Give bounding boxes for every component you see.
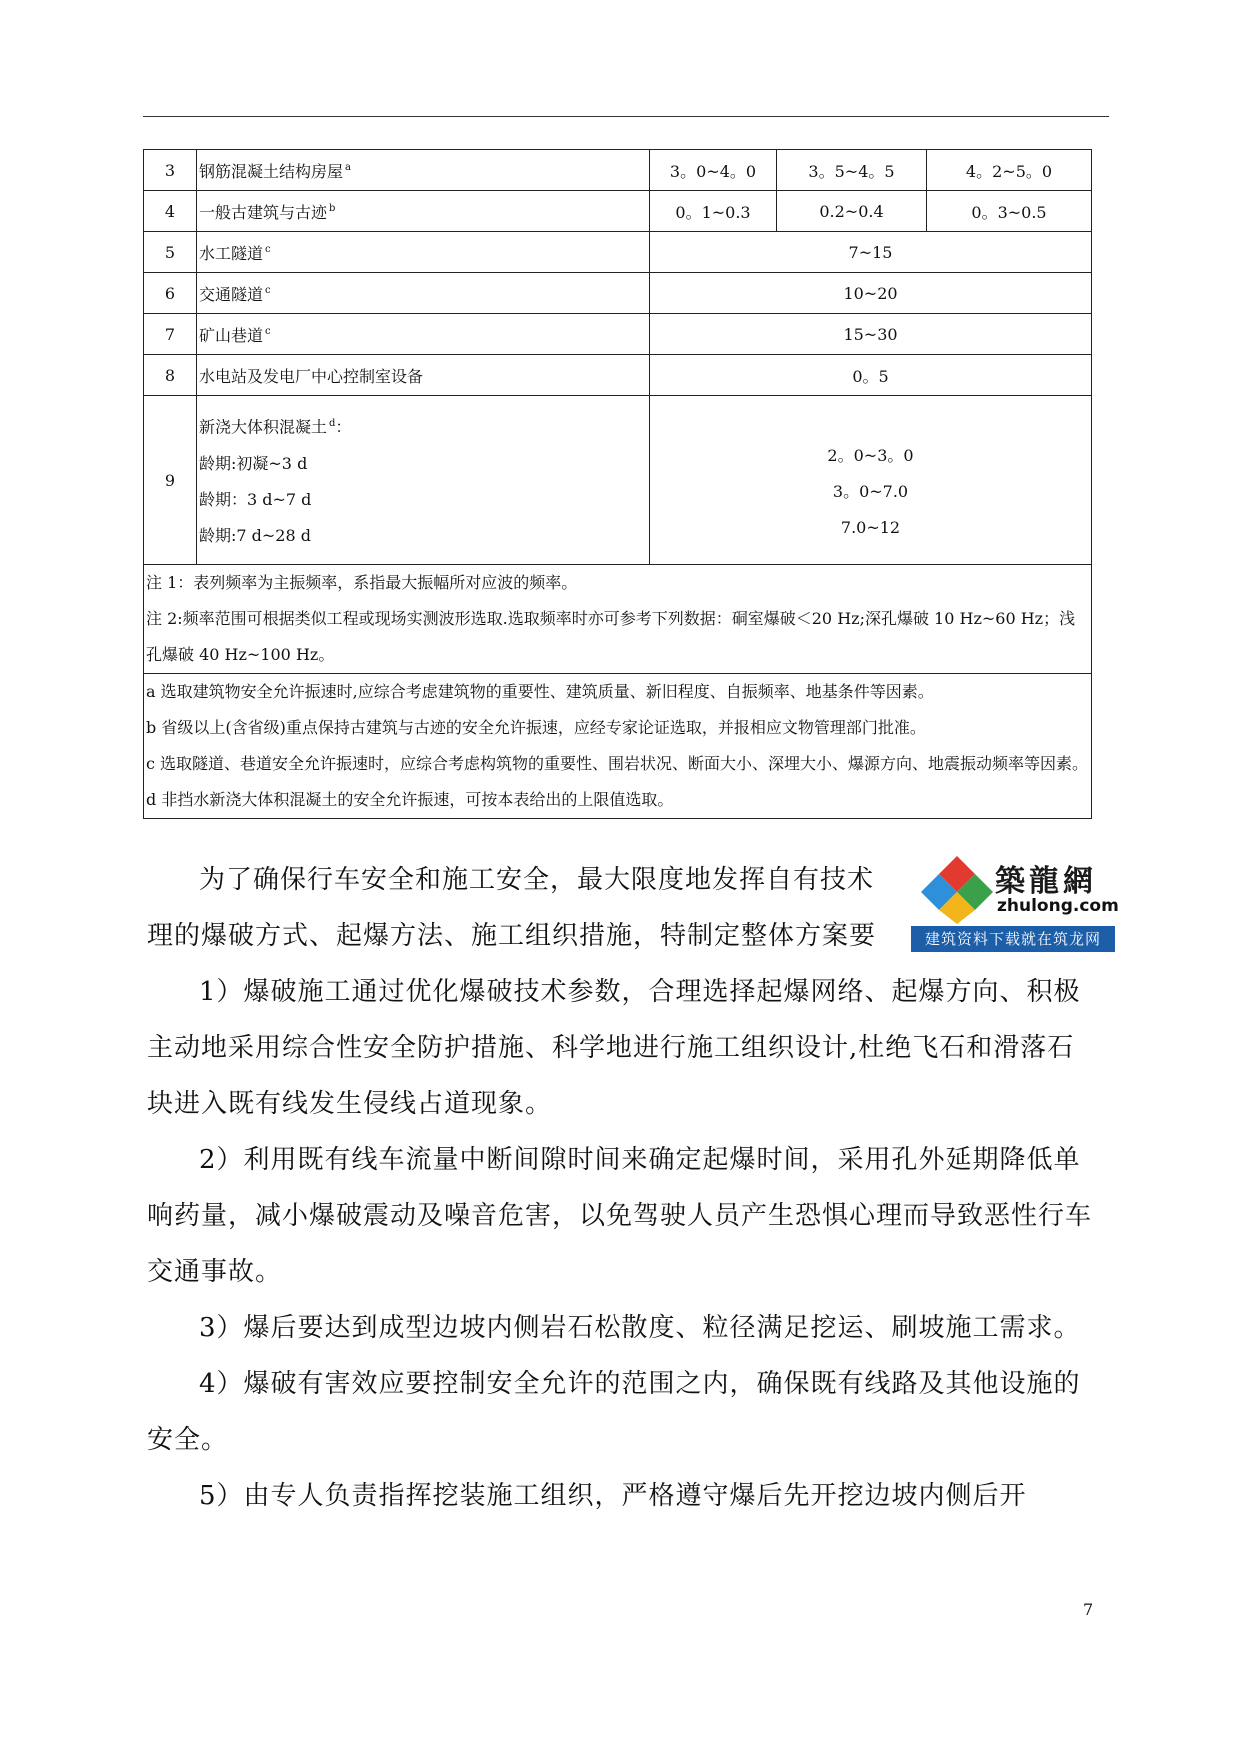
row-index: 9 bbox=[144, 396, 197, 565]
age-line: 龄期:7 d~28 d bbox=[199, 525, 311, 545]
row-name bbox=[197, 355, 650, 396]
row-name bbox=[197, 273, 650, 314]
footnotes-cell bbox=[144, 674, 1092, 819]
paragraph-4: 4）爆破有害效应要控制安全允许的范围之内，确保既有线路及其他设施的安全。 bbox=[147, 1369, 1081, 1455]
table-row bbox=[144, 191, 1092, 232]
vibration-velocity-table bbox=[143, 149, 1092, 819]
notes-cell bbox=[144, 565, 1092, 674]
table-row bbox=[144, 355, 1092, 396]
value-cell bbox=[650, 396, 1092, 565]
note-1: 注 1：表列频率为主振频率，系指最大振幅所对应波的频率。 bbox=[146, 573, 578, 592]
body-text bbox=[147, 852, 1099, 1524]
table-row bbox=[144, 314, 1092, 355]
value-cell: 7~15 bbox=[650, 232, 1092, 273]
row-index: 3 bbox=[144, 150, 197, 191]
row-name-text: 钢筋混凝土结构房屋 bbox=[199, 161, 344, 181]
paragraph-2: 2）利用既有线车流量中断间隙时间来确定起爆时间，采用孔外延期降低单响药量，减小爆破震动及噪音危害，以免驾驶人员产生恐惧心理而导致恶性行车交通事故。 bbox=[147, 1145, 1093, 1287]
row-name bbox=[197, 232, 650, 273]
row-name-text: 水工隧道 bbox=[199, 243, 264, 263]
footnote-a: a 选取建筑物安全允许振速时,应综合考虑建筑物的重要性、建筑质量、新旧程度、自振频率、地基条件等因素。 bbox=[146, 682, 934, 701]
table-row bbox=[144, 150, 1092, 191]
footnote-b: b 省级以上(含省级)重点保持古建筑与古迹的安全允许振速，应经专家论证选取，并报相应文物管理部门批准。 bbox=[146, 718, 926, 737]
paragraph-3: 3）爆后要达到成型边坡内侧岩石松散度、粒径满足挖运、刷坡施工需求。 bbox=[199, 1313, 1081, 1343]
footnote-marker: a bbox=[345, 162, 351, 174]
footnote-marker: c bbox=[265, 285, 271, 297]
intro-line-2: 理的爆破方式、起爆方法、施工组织措施，特制定整体方案要 bbox=[147, 921, 877, 951]
paragraph-5: 5）由专人负责指挥挖装施工组织，严格遵守爆后先开挖边坡内侧后开 bbox=[199, 1481, 1027, 1511]
age-value: 2。0~3。0 bbox=[827, 446, 914, 465]
footnote-marker: c bbox=[265, 326, 271, 338]
logo-tagline: 建筑资料下载就在筑龙网 bbox=[911, 926, 1115, 952]
table-row bbox=[144, 396, 1092, 565]
row-index: 5 bbox=[144, 232, 197, 273]
row-name-text: 矿山巷道 bbox=[199, 325, 264, 345]
header-rule bbox=[143, 116, 1109, 117]
age-line: 龄期：3 d~7 d bbox=[199, 489, 312, 509]
value-cell: 10~20 bbox=[650, 273, 1092, 314]
row-name-text: 水电站及发电厂中心控制室设备 bbox=[199, 366, 424, 386]
value-cell: 0。3~0.5 bbox=[927, 191, 1092, 232]
value-cell: 4。2~5。0 bbox=[927, 150, 1092, 191]
age-line: 龄期:初凝~3 d bbox=[199, 453, 308, 473]
row-title-text: 新浇大体积混凝土 bbox=[199, 417, 328, 437]
row-index: 7 bbox=[144, 314, 197, 355]
note-2: 注 2:频率范围可根据类似工程或现场实测波形选取.选取频率时亦可参考下列数据：硐室爆破＜20 Hz;深孔爆破 10 Hz~60 Hz；浅孔爆破 40 Hz~100 Hz。 bbox=[146, 609, 1076, 664]
notes-row bbox=[144, 565, 1092, 674]
row-name bbox=[197, 150, 650, 191]
footnotes-row bbox=[144, 674, 1092, 819]
logo-domain: zhulong.com bbox=[997, 896, 1119, 916]
row-name-text: 一般古建筑与古迹 bbox=[199, 202, 328, 222]
row-index: 8 bbox=[144, 355, 197, 396]
value-cell: 0。5 bbox=[650, 355, 1092, 396]
row-name-text: 交通隧道 bbox=[199, 284, 264, 304]
value-cell: 3。0~4。0 bbox=[650, 150, 777, 191]
table-row bbox=[144, 232, 1092, 273]
value-cell: 15~30 bbox=[650, 314, 1092, 355]
footnote-marker: c bbox=[265, 244, 271, 256]
footnote-d: d 非挡水新浇大体积混凝土的安全允许振速，可按本表给出的上限值选取。 bbox=[146, 790, 674, 809]
footnote-marker: b bbox=[329, 203, 336, 215]
intro-line-1: 为了确保行车安全和施工安全，最大限度地发挥自有技术 bbox=[199, 865, 875, 895]
table-row bbox=[144, 273, 1092, 314]
row-index: 4 bbox=[144, 191, 197, 232]
age-value: 7.0~12 bbox=[840, 518, 901, 537]
row-title-suffix: ： bbox=[335, 417, 352, 437]
row-name bbox=[197, 396, 650, 565]
row-index: 6 bbox=[144, 273, 197, 314]
paragraph-1: 1）爆破施工通过优化爆破技术参数，合理选择起爆网络、起爆方向、积极主动地采用综合性安全防护措施、科学地进行施工组织设计,杜绝飞石和滑落石块进入既有线发生侵线占道现象。 bbox=[147, 977, 1081, 1119]
value-cell: 0。1~0.3 bbox=[650, 191, 777, 232]
footnote-c: c 选取隧道、巷道安全允许振速时，应综合考虑构筑物的重要性、围岩状况、断面大小、深埋大小、爆源方向、地震振动频率等因素。 bbox=[146, 754, 1089, 773]
logo-mark-icon bbox=[917, 854, 997, 926]
footnote-marker: d bbox=[329, 418, 336, 430]
row-name bbox=[197, 314, 650, 355]
logo-brand: 築龍網 bbox=[995, 864, 1097, 899]
zhulong-logo bbox=[911, 852, 1119, 952]
page-number: 7 bbox=[1083, 1600, 1094, 1619]
value-cell: 3。5~4。5 bbox=[777, 150, 927, 191]
age-value: 3。0~7.0 bbox=[832, 482, 909, 501]
value-cell: 0.2~0.4 bbox=[777, 191, 927, 232]
row-name bbox=[197, 191, 650, 232]
row-title bbox=[199, 406, 647, 445]
